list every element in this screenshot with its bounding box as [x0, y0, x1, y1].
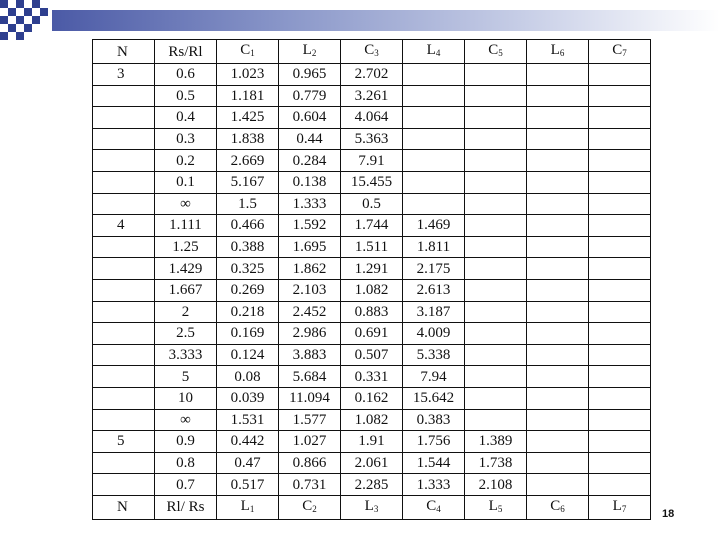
- table-cell: 0.883: [341, 301, 403, 323]
- header-row-cell: [341, 40, 403, 64]
- table-cell: [403, 150, 465, 172]
- table-cell: 0.138: [279, 171, 341, 193]
- footer-row-cell: [465, 495, 527, 519]
- table-cell: 0.218: [217, 301, 279, 323]
- footer-row-cell: [217, 495, 279, 519]
- page-number: 18: [662, 508, 675, 520]
- table-cell: [589, 107, 651, 129]
- header-label: L: [302, 42, 312, 58]
- table-cell: [465, 236, 527, 258]
- order-cell: 5: [93, 431, 155, 453]
- table-cell: [527, 366, 589, 388]
- table-cell: [465, 409, 527, 431]
- table-cell: [589, 366, 651, 388]
- header-row-cell: [589, 40, 651, 64]
- table-cell: 0.08: [217, 366, 279, 388]
- table-cell: 3.187: [403, 301, 465, 323]
- table-cell: [403, 85, 465, 107]
- table-cell: [465, 344, 527, 366]
- order-cell: [93, 366, 155, 388]
- order-cell: [93, 279, 155, 301]
- header-label: N: [117, 43, 128, 60]
- header-subscript: 6: [559, 48, 565, 58]
- table-row: [93, 193, 651, 215]
- table-cell: [403, 64, 465, 86]
- table-row: [93, 301, 651, 323]
- table-cell: [527, 236, 589, 258]
- order-cell: [93, 452, 155, 474]
- order-cell: [93, 387, 155, 409]
- table-cell: 1.429: [155, 258, 217, 280]
- table-cell: [403, 107, 465, 129]
- table-cell: [465, 64, 527, 86]
- order-cell: [93, 236, 155, 258]
- table-cell: 1.811: [403, 236, 465, 258]
- header-label: C: [488, 42, 499, 58]
- table-cell: 1.695: [279, 236, 341, 258]
- table-cell: [465, 215, 527, 237]
- header-label: L: [364, 497, 374, 514]
- table-cell: [589, 171, 651, 193]
- table-cell: [527, 171, 589, 193]
- table-cell: 3.261: [341, 85, 403, 107]
- table-cell: 0.44: [279, 128, 341, 150]
- table-cell: 0.2: [155, 150, 217, 172]
- table-cell: 7.91: [341, 150, 403, 172]
- table-cell: 1.111: [155, 215, 217, 237]
- table-cell: 1.082: [341, 409, 403, 431]
- table-row: [93, 431, 651, 453]
- table-cell: 0.169: [217, 323, 279, 345]
- table-cell: 1.667: [155, 279, 217, 301]
- table-cell: [527, 150, 589, 172]
- table-cell: 2.669: [217, 150, 279, 172]
- table-row: [93, 409, 651, 431]
- table-cell: 1.756: [403, 431, 465, 453]
- table-cell: 2: [155, 301, 217, 323]
- table-cell: 0.731: [279, 474, 341, 496]
- footer-row: [93, 495, 651, 519]
- order-cell: [93, 150, 155, 172]
- table-cell: [465, 193, 527, 215]
- table-cell: 0.269: [217, 279, 279, 301]
- table-cell: [527, 474, 589, 496]
- header-subscript: 2: [312, 503, 317, 514]
- table-cell: 4.009: [403, 323, 465, 345]
- table-cell: [465, 366, 527, 388]
- table-cell: [589, 193, 651, 215]
- table-cell: 2.702: [341, 64, 403, 86]
- table-cell: 1.838: [217, 128, 279, 150]
- table-cell: 0.604: [279, 107, 341, 129]
- header-subscript: 6: [560, 503, 565, 514]
- header-gradient-band: [52, 10, 720, 31]
- table-body: [93, 40, 651, 520]
- table-cell: ∞: [155, 193, 217, 215]
- header-subscript: 2: [311, 48, 317, 58]
- table-cell: 3.333: [155, 344, 217, 366]
- table-cell: 0.383: [403, 409, 465, 431]
- footer-row-cell: [589, 495, 651, 519]
- table-cell: 5.684: [279, 366, 341, 388]
- filter-coefficient-table: [92, 39, 651, 520]
- table-cell: 1.082: [341, 279, 403, 301]
- table-cell: 11.094: [279, 387, 341, 409]
- table-cell: 0.3: [155, 128, 217, 150]
- table-cell: [527, 258, 589, 280]
- table-cell: [589, 215, 651, 237]
- table-cell: 0.325: [217, 258, 279, 280]
- table-cell: [527, 431, 589, 453]
- table-cell: [465, 258, 527, 280]
- table-cell: 0.4: [155, 107, 217, 129]
- table-cell: [589, 474, 651, 496]
- table-cell: [589, 387, 651, 409]
- footer-row-cell: [403, 495, 465, 519]
- table-cell: 0.965: [279, 64, 341, 86]
- filter-coefficient-table-container: [92, 39, 651, 520]
- table-cell: 2.613: [403, 279, 465, 301]
- header-label: Rs/Rl: [168, 43, 203, 60]
- header-subscript: 4: [435, 48, 441, 58]
- header-row: [93, 40, 651, 64]
- header-label: C: [612, 42, 623, 58]
- table-row: [93, 85, 651, 107]
- order-cell: [93, 344, 155, 366]
- table-row: [93, 452, 651, 474]
- header-subscript: 3: [373, 503, 379, 514]
- table-row: [93, 107, 651, 129]
- table-cell: 0.331: [341, 366, 403, 388]
- header-subscript: 1: [249, 503, 255, 514]
- table-row: [93, 150, 651, 172]
- header-row-cell: [93, 40, 155, 64]
- table-cell: 1.531: [217, 409, 279, 431]
- table-cell: 7.94: [403, 366, 465, 388]
- table-cell: 0.039: [217, 387, 279, 409]
- table-cell: 1.469: [403, 215, 465, 237]
- header-subscript: 5: [498, 48, 503, 58]
- table-cell: 2.986: [279, 323, 341, 345]
- header-subscript: 3: [374, 48, 379, 58]
- table-cell: 0.8: [155, 452, 217, 474]
- table-cell: [589, 236, 651, 258]
- table-cell: 0.388: [217, 236, 279, 258]
- table-cell: 1.389: [465, 431, 527, 453]
- table-cell: [465, 85, 527, 107]
- table-cell: [589, 64, 651, 86]
- table-row: [93, 323, 651, 345]
- header-label: C: [550, 497, 561, 514]
- table-cell: 2.175: [403, 258, 465, 280]
- table-row: [93, 171, 651, 193]
- order-cell: [93, 323, 155, 345]
- table-cell: [527, 323, 589, 345]
- table-cell: 1.738: [465, 452, 527, 474]
- footer-row-cell: [279, 495, 341, 519]
- table-cell: [465, 279, 527, 301]
- table-cell: 0.47: [217, 452, 279, 474]
- table-cell: [527, 452, 589, 474]
- table-row: [93, 279, 651, 301]
- table-cell: 0.442: [217, 431, 279, 453]
- header-row-cell: [527, 40, 589, 64]
- table-row: [93, 387, 651, 409]
- table-cell: 10: [155, 387, 217, 409]
- header-label: L: [488, 497, 498, 514]
- order-cell: [93, 193, 155, 215]
- order-cell: [93, 474, 155, 496]
- table-cell: [527, 387, 589, 409]
- order-cell: [93, 128, 155, 150]
- table-cell: [589, 301, 651, 323]
- table-cell: 0.517: [217, 474, 279, 496]
- table-cell: 0.507: [341, 344, 403, 366]
- header-row-cell: [155, 40, 217, 64]
- table-cell: 1.544: [403, 452, 465, 474]
- table-cell: 1.592: [279, 215, 341, 237]
- order-cell: [93, 409, 155, 431]
- table-cell: [589, 128, 651, 150]
- table-row: [93, 236, 651, 258]
- table-cell: 0.466: [217, 215, 279, 237]
- table-cell: [465, 323, 527, 345]
- header-subscript: 7: [621, 503, 627, 514]
- table-cell: [465, 128, 527, 150]
- table-cell: [589, 452, 651, 474]
- footer-row-cell: [527, 495, 589, 519]
- table-row: [93, 258, 651, 280]
- table-cell: 1.333: [403, 474, 465, 496]
- footer-row-cell: [93, 495, 155, 519]
- table-cell: 5.338: [403, 344, 465, 366]
- header-subscript: 1: [250, 48, 255, 58]
- table-cell: 2.061: [341, 452, 403, 474]
- order-cell: [93, 107, 155, 129]
- header-label: L: [426, 42, 436, 58]
- table-cell: 2.5: [155, 323, 217, 345]
- table-cell: 0.866: [279, 452, 341, 474]
- table-cell: 1.862: [279, 258, 341, 280]
- table-cell: [465, 301, 527, 323]
- table-cell: [465, 107, 527, 129]
- table-cell: 2.108: [465, 474, 527, 496]
- table-cell: 0.5: [341, 193, 403, 215]
- header-label: N: [117, 499, 128, 516]
- order-cell: 4: [93, 215, 155, 237]
- table-cell: 0.162: [341, 387, 403, 409]
- header-subscript: 4: [436, 503, 441, 514]
- table-cell: 1.333: [279, 193, 341, 215]
- order-cell: [93, 301, 155, 323]
- table-cell: [589, 431, 651, 453]
- table-cell: [527, 64, 589, 86]
- table-cell: [527, 344, 589, 366]
- table-cell: [527, 409, 589, 431]
- header-subscript: 7: [622, 48, 627, 58]
- header-label: C: [240, 42, 251, 58]
- table-cell: 1.027: [279, 431, 341, 453]
- table-cell: [465, 171, 527, 193]
- header-label: L: [612, 497, 622, 514]
- table-cell: 2.285: [341, 474, 403, 496]
- table-cell: [589, 409, 651, 431]
- header-label: Rl/ Rs: [166, 499, 205, 516]
- table-row: [93, 344, 651, 366]
- header-row-cell: [279, 40, 341, 64]
- table-cell: [589, 85, 651, 107]
- table-cell: 5: [155, 366, 217, 388]
- table-row: [93, 128, 651, 150]
- table-cell: 0.9: [155, 431, 217, 453]
- table-cell: [527, 301, 589, 323]
- table-cell: [589, 150, 651, 172]
- header-label: C: [364, 42, 375, 58]
- table-cell: 0.7: [155, 474, 217, 496]
- table-cell: [589, 279, 651, 301]
- order-cell: [93, 171, 155, 193]
- footer-row-cell: [155, 495, 217, 519]
- header-row-cell: [217, 40, 279, 64]
- order-cell: [93, 258, 155, 280]
- table-row: [93, 474, 651, 496]
- table-cell: 1.744: [341, 215, 403, 237]
- table-cell: 4.064: [341, 107, 403, 129]
- table-cell: 1.91: [341, 431, 403, 453]
- table-cell: [465, 387, 527, 409]
- table-cell: 2.103: [279, 279, 341, 301]
- table-row: [93, 366, 651, 388]
- header-label: C: [302, 497, 313, 514]
- table-cell: [589, 323, 651, 345]
- table-cell: ∞: [155, 409, 217, 431]
- table-cell: [589, 344, 651, 366]
- order-cell: [93, 85, 155, 107]
- table-cell: 2.452: [279, 301, 341, 323]
- table-cell: 1.425: [217, 107, 279, 129]
- table-cell: [403, 128, 465, 150]
- table-cell: 15.642: [403, 387, 465, 409]
- table-cell: 1.577: [279, 409, 341, 431]
- table-cell: 1.511: [341, 236, 403, 258]
- table-cell: [465, 150, 527, 172]
- table-cell: 0.779: [279, 85, 341, 107]
- table-cell: 0.124: [217, 344, 279, 366]
- header-subscript: 5: [497, 503, 503, 514]
- table-cell: 1.291: [341, 258, 403, 280]
- table-cell: [527, 215, 589, 237]
- table-cell: 3.883: [279, 344, 341, 366]
- table-cell: 1.25: [155, 236, 217, 258]
- table-cell: [527, 85, 589, 107]
- table-cell: 0.1: [155, 171, 217, 193]
- table-cell: 0.691: [341, 323, 403, 345]
- table-cell: 0.5: [155, 85, 217, 107]
- table-cell: [527, 279, 589, 301]
- order-cell: 3: [93, 64, 155, 86]
- table-cell: [527, 193, 589, 215]
- table-cell: 1.181: [217, 85, 279, 107]
- table-cell: [589, 258, 651, 280]
- table-cell: [527, 107, 589, 129]
- header-label: L: [240, 497, 250, 514]
- footer-row-cell: [341, 495, 403, 519]
- table-cell: 1.023: [217, 64, 279, 86]
- table-row: [93, 64, 651, 86]
- table-cell: 15.455: [341, 171, 403, 193]
- header-row-cell: [403, 40, 465, 64]
- table-cell: [403, 193, 465, 215]
- header-row-cell: [465, 40, 527, 64]
- table-cell: [527, 128, 589, 150]
- header-label: L: [550, 42, 560, 58]
- table-cell: 5.167: [217, 171, 279, 193]
- table-cell: 1.5: [217, 193, 279, 215]
- table-row: [93, 215, 651, 237]
- table-cell: 5.363: [341, 128, 403, 150]
- table-cell: 0.284: [279, 150, 341, 172]
- table-cell: [403, 171, 465, 193]
- table-cell: 0.6: [155, 64, 217, 86]
- header-label: C: [426, 497, 437, 514]
